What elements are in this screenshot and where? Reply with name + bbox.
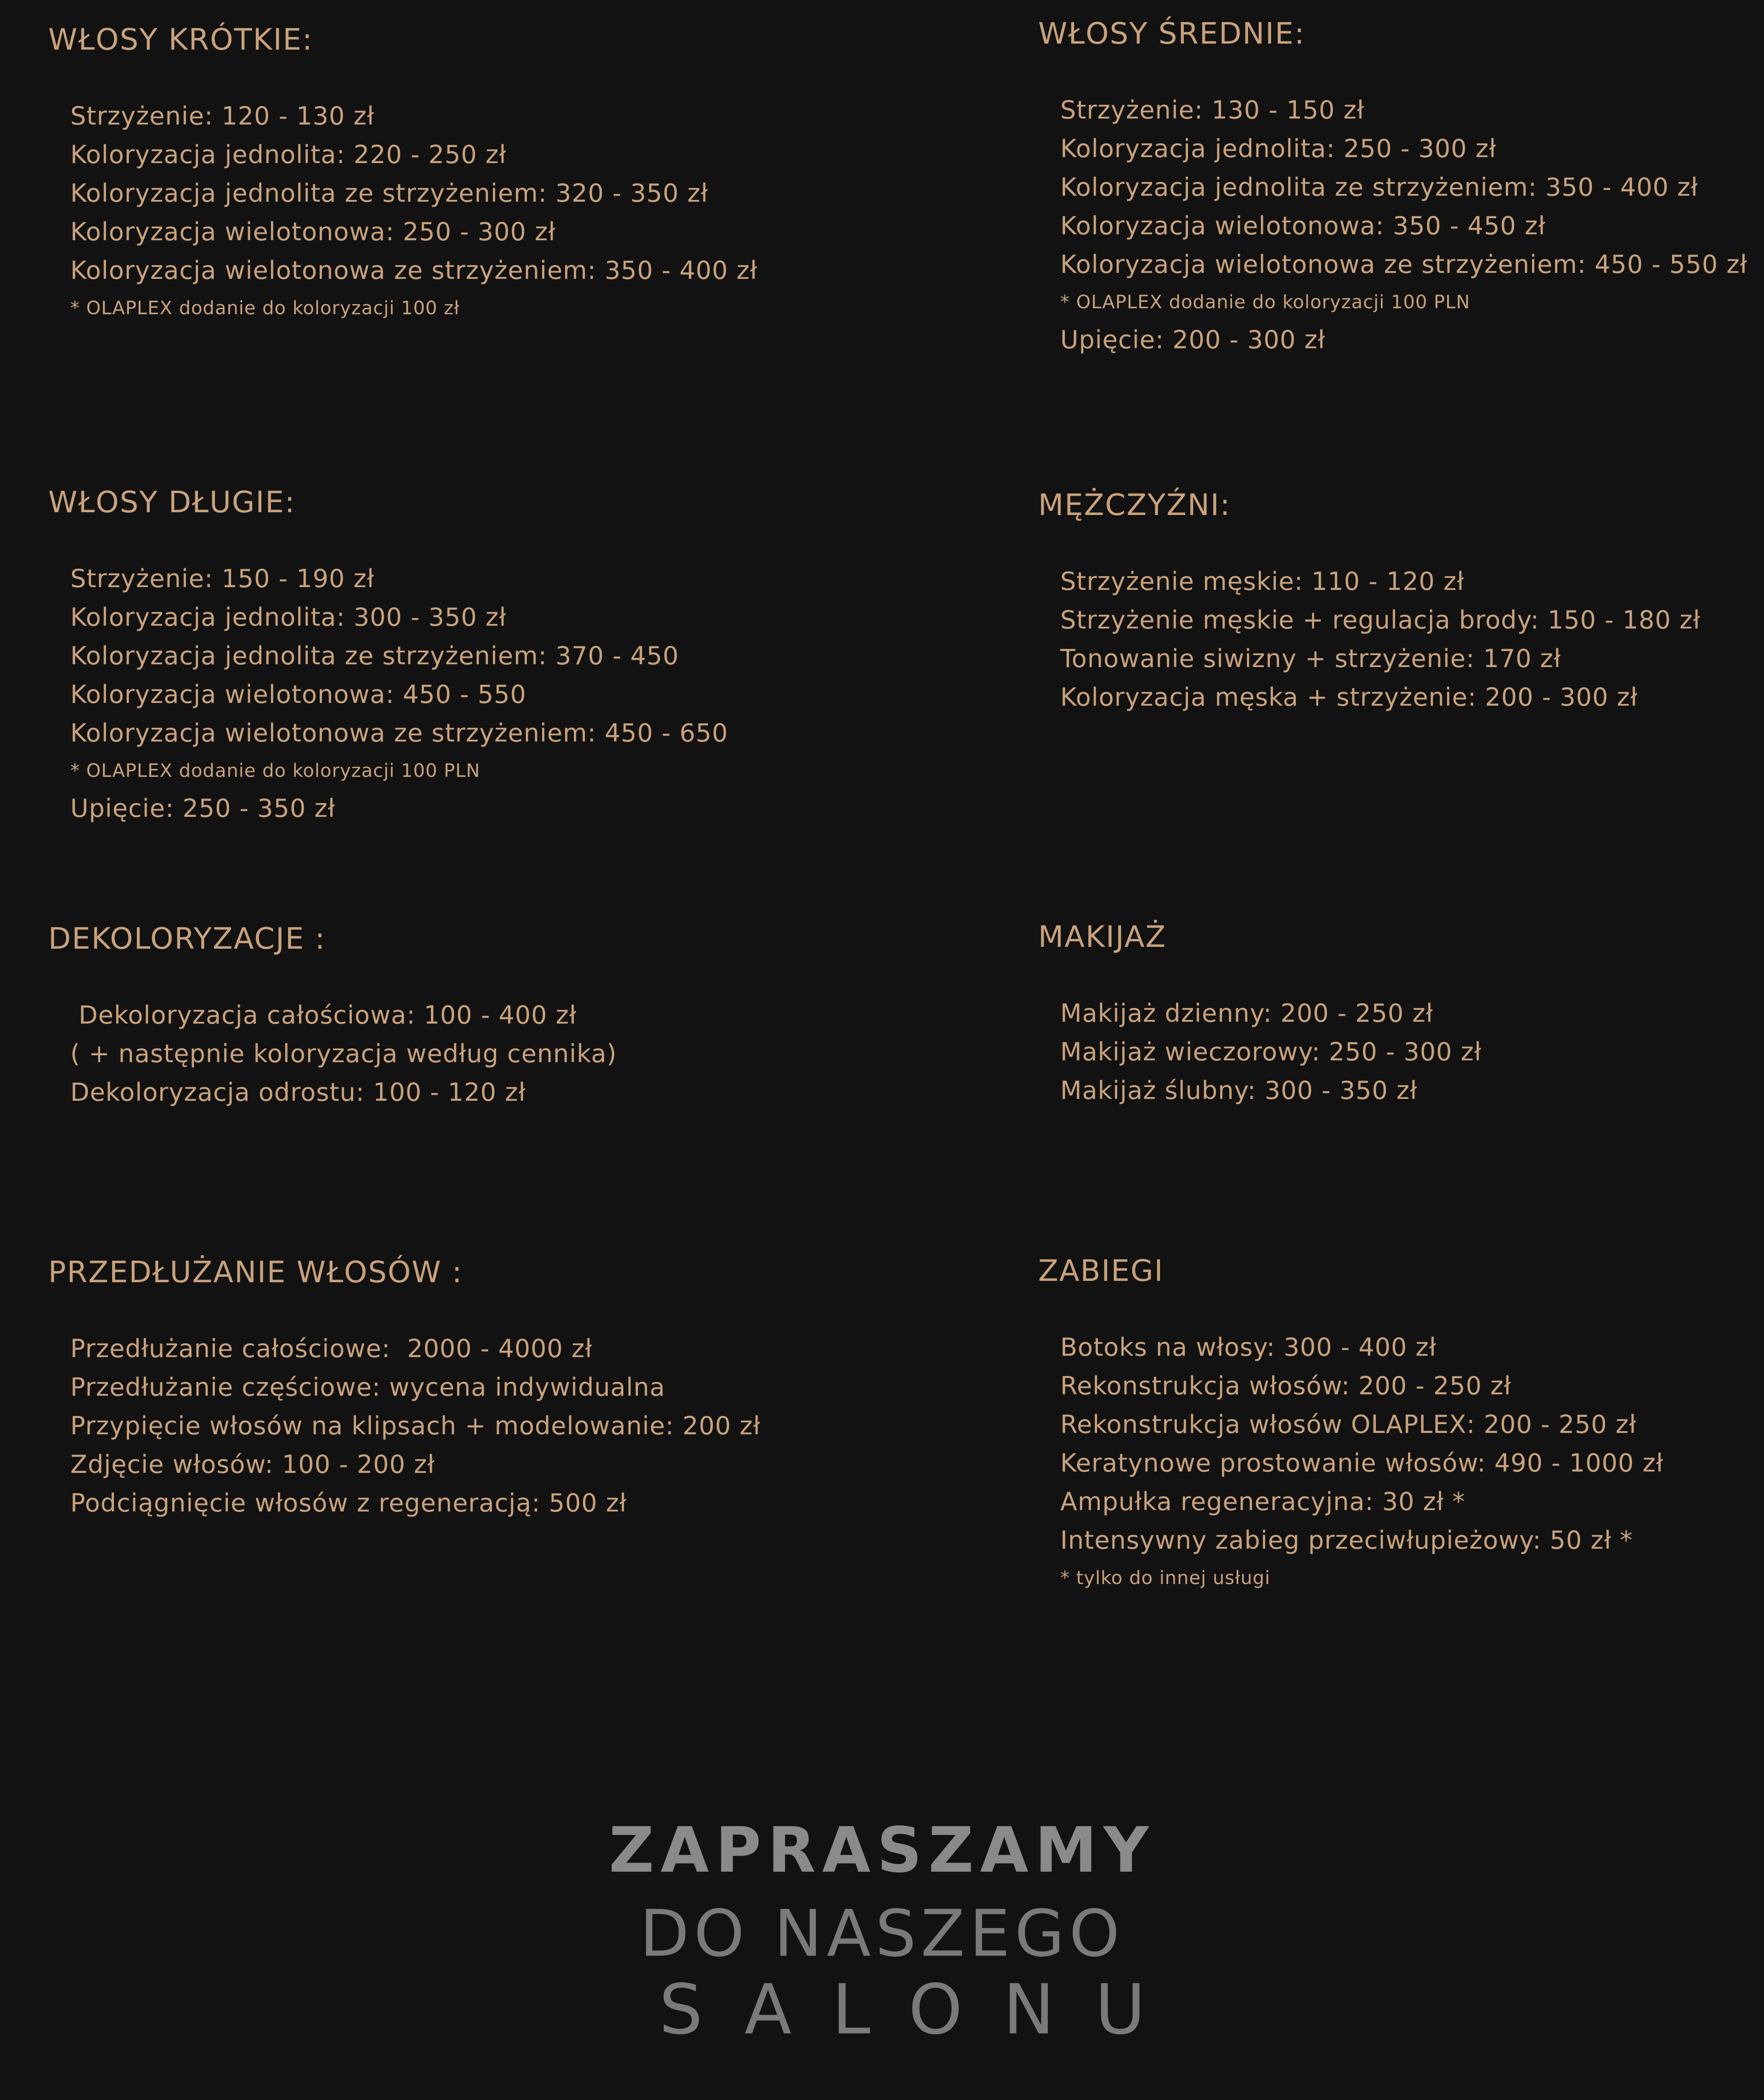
section-title: WŁOSY ŚREDNIE: (1038, 17, 1306, 51)
price-item: ( + następnie koloryzacja według cennika) (70, 1039, 617, 1068)
section-medium-hair (1038, 19, 1747, 359)
price-list (1038, 562, 1701, 717)
price-item: Rekonstrukcja włosów OLAPLEX: 200 - 250 zł (1060, 1410, 1637, 1439)
closing-line-1: ZAPRASZAMY (609, 1814, 1155, 1887)
price-item: Strzyżenie: 120 - 130 zł (70, 102, 375, 130)
section-short-hair (48, 25, 758, 327)
price-item: Koloryzacja wielotonowa: 350 - 450 zł (1060, 211, 1546, 240)
price-item: Przypięcie włosów na klipsach + modelowanie: 200 zł (70, 1411, 761, 1440)
price-item: Makijaż ślubny: 300 - 350 zł (1060, 1076, 1418, 1105)
price-item: Dekoloryzacja odrostu: 100 - 120 zł (70, 1078, 526, 1107)
price-item: Intensywny zabieg przeciwłupieżowy: 50 zł * (1060, 1526, 1633, 1555)
price-item: Strzyżenie: 150 - 190 zł (70, 564, 375, 593)
section-long-hair (48, 488, 728, 828)
price-item: Zdjęcie włosów: 100 - 200 zł (70, 1450, 435, 1479)
price-note: * OLAPLEX dodanie do koloryzacji 100 PLN (70, 760, 481, 781)
section-decolorization (48, 924, 617, 1112)
price-item: Koloryzacja wielotonowa ze strzyżeniem: 450 - 550 zł (1060, 250, 1747, 279)
price-item: Upięcie: 200 - 300 zł (1060, 325, 1326, 354)
price-item: Przedłużanie częściowe: wycena indywidualna (70, 1373, 666, 1402)
price-item: Koloryzacja jednolita ze strzyżeniem: 350 - 400 zł (1060, 173, 1698, 202)
price-list (48, 996, 617, 1112)
section-title: ZABIEGI (1038, 1254, 1164, 1288)
section-title: MĘŻCZYŹNI: (1038, 488, 1231, 522)
section-men (1038, 488, 1701, 717)
price-item: Koloryzacja jednolita ze strzyżeniem: 320 - 350 zł (70, 179, 708, 208)
closing-line-2: DO NASZEGO (639, 1896, 1125, 1971)
price-list (48, 1330, 761, 1523)
price-item: Podciągnięcie włosów z regeneracją: 500 zł (70, 1489, 627, 1517)
price-item: Koloryzacja jednolita: 220 - 250 zł (70, 140, 507, 169)
section-title: WŁOSY DŁUGIE: (48, 486, 296, 520)
price-item: Przedłużanie całościowe: 2000 - 4000 zł (70, 1334, 593, 1363)
price-item: Rekonstrukcja włosów: 200 - 250 zł (1060, 1371, 1511, 1400)
price-item: Koloryzacja męska + strzyżenie: 200 - 300 zł (1060, 683, 1638, 712)
price-list (1038, 1328, 1663, 1596)
price-item: Keratynowe prostowanie włosów: 490 - 1000 zł (1060, 1449, 1664, 1477)
section-treatments (1038, 1254, 1664, 1596)
price-item: Koloryzacja jednolita: 300 - 350 zł (70, 603, 507, 632)
price-item: Makijaż wieczorowy: 250 - 300 zł (1060, 1037, 1482, 1066)
price-item: Koloryzacja wielotonowa ze strzyżeniem: 350 - 400 zł (70, 256, 758, 285)
section-title: PRZEDŁUŻANIE WŁOSÓW : (48, 1256, 463, 1290)
price-item: Dekoloryzacja całościowa: 100 - 400 zł (70, 1001, 577, 1030)
section-makeup (1038, 920, 1482, 1110)
price-note: * tylko do innej usługi (1060, 1568, 1271, 1589)
price-list (1038, 994, 1481, 1110)
price-item: Strzyżenie męskie + regulacja brody: 150 - 180 zł (1060, 606, 1701, 634)
price-item: Upięcie: 250 - 350 zł (70, 794, 336, 823)
price-item: Tonowanie siwizny + strzyżenie: 170 zł (1060, 644, 1561, 673)
price-item: Koloryzacja jednolita: 250 - 300 zł (1060, 134, 1497, 163)
price-item: Koloryzacja wielotonowa: 450 - 550 (70, 680, 526, 709)
price-note: * OLAPLEX dodanie do koloryzacji 100 zł (70, 298, 460, 319)
price-item: Koloryzacja wielotonowa ze strzyżeniem: 450 - 650 (70, 719, 729, 747)
price-list (1038, 91, 1747, 359)
price-item: Strzyżenie: 130 - 150 zł (1060, 96, 1365, 125)
section-title: WŁOSY KRÓTKIE: (48, 23, 313, 57)
price-list (48, 97, 758, 327)
section-title: DEKOLORYZACJE : (48, 922, 326, 956)
price-item: Koloryzacja wielotonowa: 250 - 300 zł (70, 217, 556, 246)
price-item: Koloryzacja jednolita ze strzyżeniem: 370 - 450 (70, 641, 679, 670)
section-title: MAKIJAŻ (1038, 920, 1167, 954)
price-note: * OLAPLEX dodanie do koloryzacji 100 PLN (1060, 292, 1470, 313)
price-item: Makijaż dzienny: 200 - 250 zł (1060, 999, 1434, 1028)
price-item: Botoks na włosy: 300 - 400 zł (1060, 1333, 1437, 1362)
price-item: Strzyżenie męskie: 110 - 120 zł (1060, 567, 1464, 596)
price-item: Ampułka regeneracyjna: 30 zł * (1060, 1487, 1465, 1516)
section-extensions (48, 1258, 761, 1523)
closing-line-3: SALONU (659, 1970, 1186, 2050)
price-list (48, 560, 728, 828)
